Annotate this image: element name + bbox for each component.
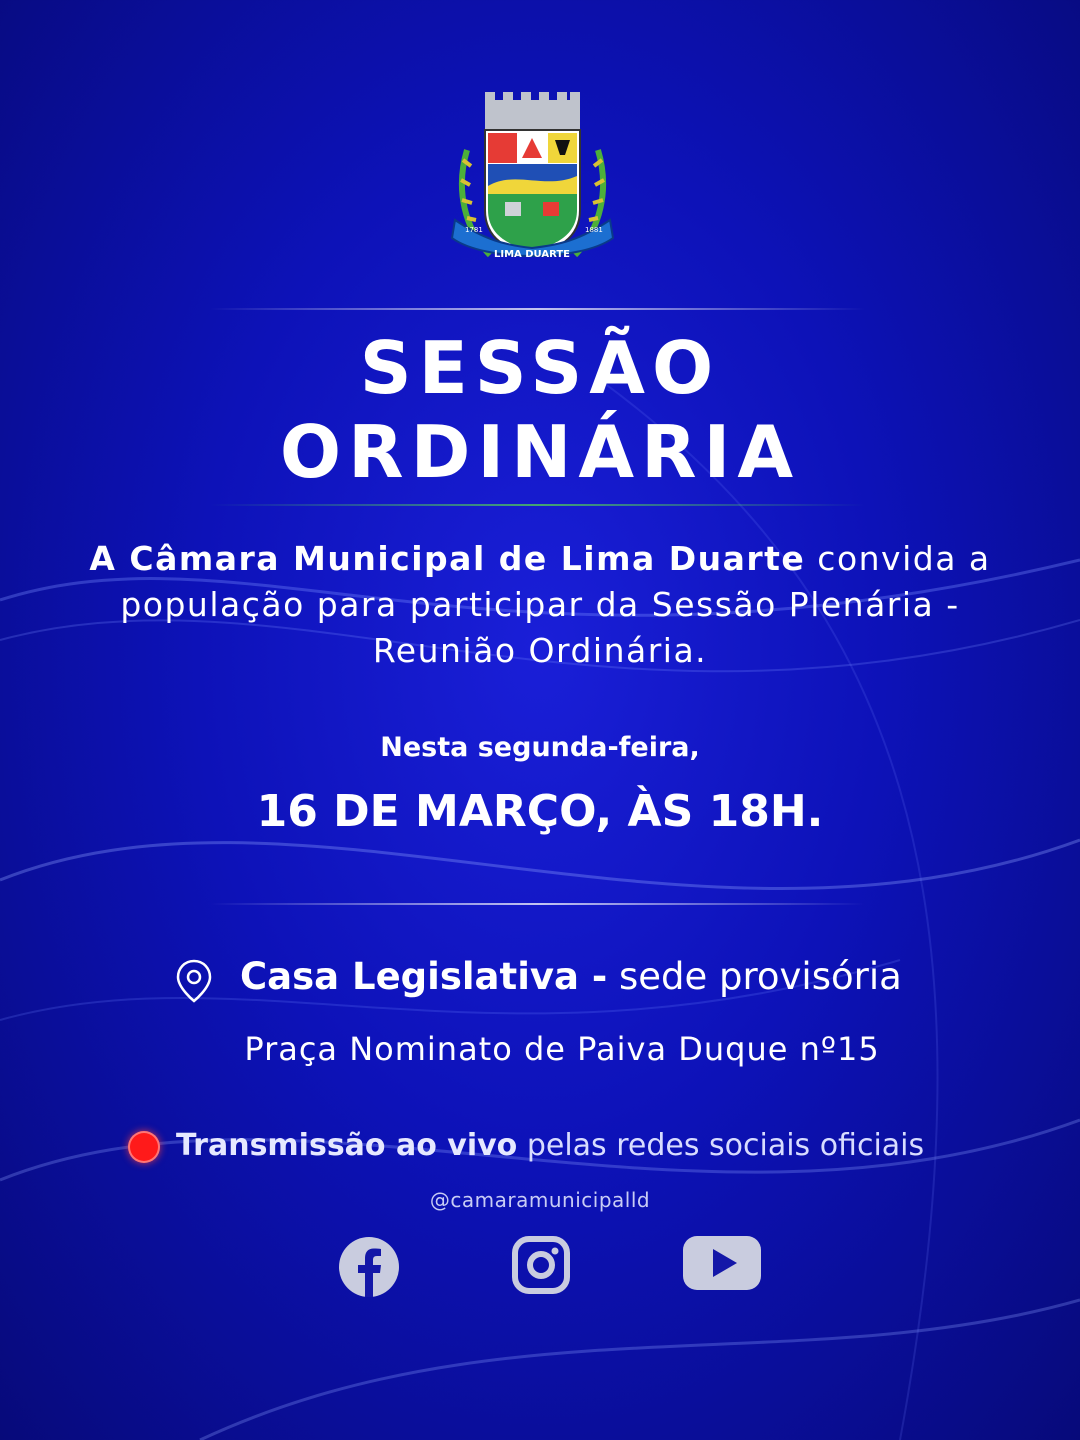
intro-line-3: Reunião Ordinária. (372, 631, 708, 670)
intro-org-name: A Câmara Municipal de Lima Duarte (89, 539, 806, 578)
crest-year-left: 1781 (465, 226, 483, 234)
title-line-2: ORDINÁRIA (279, 410, 801, 494)
divider-bottom (210, 903, 865, 905)
broadcast-rest: pelas redes sociais oficiais (517, 1128, 925, 1163)
divider-title (210, 504, 865, 506)
location-name-bold: Casa Legislativa - (240, 955, 608, 998)
crest-year-right: 1881 (585, 226, 603, 234)
divider-top (210, 308, 865, 310)
social-handle: @camaramunicipalld (429, 1188, 651, 1212)
instagram-icon[interactable] (511, 1235, 571, 1295)
youtube-icon[interactable] (682, 1235, 762, 1291)
intro-line-1-rest: convida a (805, 539, 991, 578)
location-name-rest: sede provisória (607, 955, 902, 998)
location-row (175, 955, 935, 1005)
title-line-1: SESSÃO (359, 326, 721, 410)
intro-line-2: população para participar da Sessão Plenária - (120, 585, 960, 624)
crest-banner-text: LIMA DUARTE (493, 249, 571, 260)
live-dot-icon (128, 1131, 160, 1163)
intro-line-1 (0, 536, 1080, 582)
location-name (240, 955, 902, 998)
broadcast-bold: Transmissão ao vivo (176, 1128, 518, 1163)
event-day: Nesta segunda-feira, (380, 732, 700, 763)
location-pin-icon (175, 959, 213, 1003)
location-address: Praça Nominato de Paiva Duque nº15 (244, 1030, 880, 1068)
facebook-icon[interactable] (337, 1235, 401, 1299)
broadcast-row (128, 1128, 948, 1168)
municipal-coat-of-arms (445, 90, 620, 270)
broadcast-text (176, 1128, 924, 1163)
event-date: 16 DE MARÇO, ÀS 18H. (256, 786, 824, 837)
